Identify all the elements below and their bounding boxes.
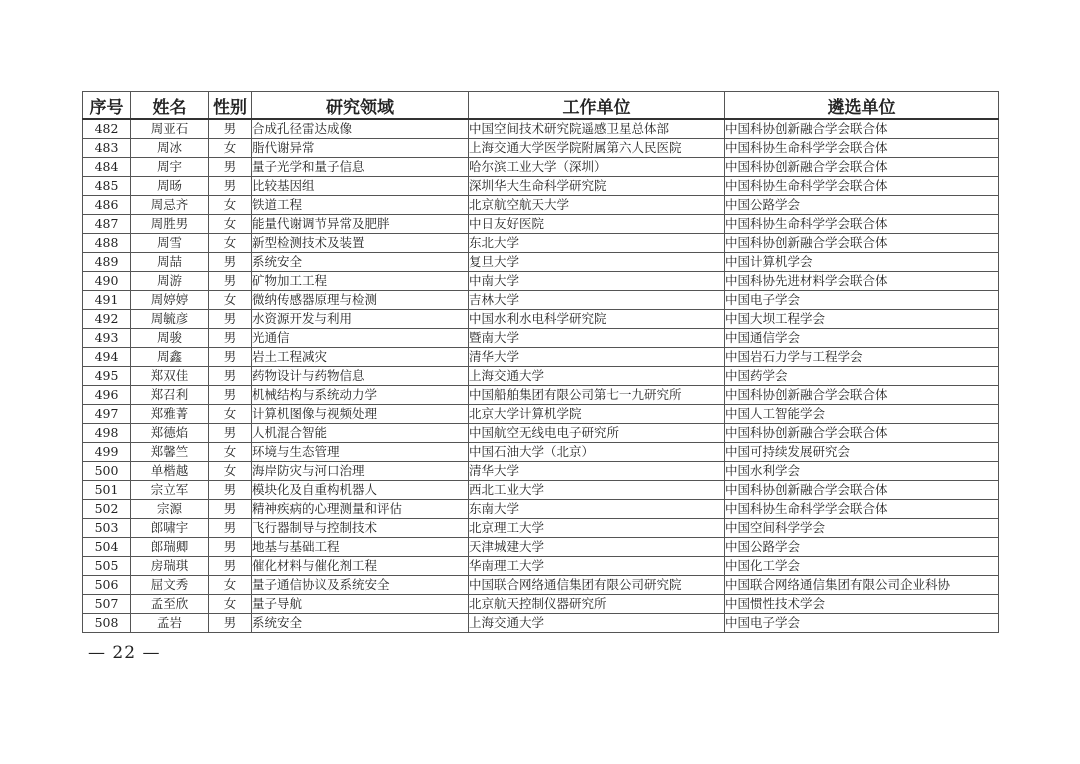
cell-gender: 男 (209, 119, 252, 139)
cell-serial-number: 496 (83, 386, 131, 405)
cell-gender: 男 (209, 557, 252, 576)
cell-work-unit: 哈尔滨工业大学（深圳） (469, 158, 725, 177)
page-number: — 22 — (88, 643, 161, 663)
cell-gender: 男 (209, 253, 252, 272)
cell-research-field: 系统安全 (252, 614, 469, 633)
table-row (83, 576, 999, 595)
cell-gender: 男 (209, 538, 252, 557)
cell-research-field: 环境与生态管理 (252, 443, 469, 462)
cell-work-unit: 上海交通大学医学院附属第六人民医院 (469, 139, 725, 158)
table-row (83, 386, 999, 405)
cell-selection-unit: 中国科协创新融合学会联合体 (725, 119, 999, 139)
cell-selection-unit: 中国可持续发展研究会 (725, 443, 999, 462)
header-gender: 性别 (209, 92, 252, 120)
cell-research-field: 催化材料与催化剂工程 (252, 557, 469, 576)
table-row (83, 310, 999, 329)
table-row (83, 234, 999, 253)
cell-research-field: 飞行器制导与控制技术 (252, 519, 469, 538)
cell-serial-number: 502 (83, 500, 131, 519)
cell-name: 宗源 (131, 500, 209, 519)
header-research-field: 研究领域 (252, 92, 469, 120)
cell-research-field: 水资源开发与利用 (252, 310, 469, 329)
cell-selection-unit: 中国科协生命科学学会联合体 (725, 500, 999, 519)
cell-research-field: 微纳传感器原理与检测 (252, 291, 469, 310)
cell-work-unit: 中日友好医院 (469, 215, 725, 234)
cell-name: 郎啸宇 (131, 519, 209, 538)
cell-research-field: 光通信 (252, 329, 469, 348)
table-row (83, 348, 999, 367)
cell-serial-number: 505 (83, 557, 131, 576)
table-header-row (83, 92, 999, 120)
cell-name: 周忌齐 (131, 196, 209, 215)
cell-gender: 男 (209, 367, 252, 386)
cell-work-unit: 北京大学计算机学院 (469, 405, 725, 424)
cell-gender: 男 (209, 348, 252, 367)
cell-selection-unit: 中国计算机学会 (725, 253, 999, 272)
cell-gender: 男 (209, 272, 252, 291)
table-row (83, 177, 999, 196)
cell-name: 单楷越 (131, 462, 209, 481)
cell-name: 郑馨竺 (131, 443, 209, 462)
cell-serial-number: 495 (83, 367, 131, 386)
cell-serial-number: 497 (83, 405, 131, 424)
table-body (83, 119, 999, 633)
cell-work-unit: 吉林大学 (469, 291, 725, 310)
cell-name: 周喆 (131, 253, 209, 272)
cell-work-unit: 华南理工大学 (469, 557, 725, 576)
cell-work-unit: 西北工业大学 (469, 481, 725, 500)
cell-gender: 女 (209, 215, 252, 234)
cell-research-field: 铁道工程 (252, 196, 469, 215)
cell-selection-unit: 中国药学会 (725, 367, 999, 386)
cell-serial-number: 486 (83, 196, 131, 215)
cell-gender: 男 (209, 481, 252, 500)
header-name: 姓名 (131, 92, 209, 120)
cell-research-field: 精神疾病的心理测量和评估 (252, 500, 469, 519)
cell-serial-number: 489 (83, 253, 131, 272)
cell-research-field: 量子通信协议及系统安全 (252, 576, 469, 595)
cell-name: 周亚石 (131, 119, 209, 139)
cell-serial-number: 485 (83, 177, 131, 196)
table-row (83, 196, 999, 215)
cell-serial-number: 484 (83, 158, 131, 177)
cell-serial-number: 498 (83, 424, 131, 443)
cell-research-field: 矿物加工工程 (252, 272, 469, 291)
table-row (83, 595, 999, 614)
cell-name: 周游 (131, 272, 209, 291)
table-row (83, 272, 999, 291)
table-row (83, 405, 999, 424)
table-row (83, 253, 999, 272)
cell-name: 屈文秀 (131, 576, 209, 595)
cell-selection-unit: 中国人工智能学会 (725, 405, 999, 424)
cell-serial-number: 490 (83, 272, 131, 291)
table-row (83, 329, 999, 348)
cell-name: 周冰 (131, 139, 209, 158)
cell-selection-unit: 中国科协创新融合学会联合体 (725, 158, 999, 177)
cell-name: 周婷婷 (131, 291, 209, 310)
cell-serial-number: 503 (83, 519, 131, 538)
cell-research-field: 合成孔径雷达成像 (252, 119, 469, 139)
cell-gender: 女 (209, 234, 252, 253)
cell-selection-unit: 中国水利学会 (725, 462, 999, 481)
table-row (83, 443, 999, 462)
cell-work-unit: 中国空间技术研究院遥感卫星总体部 (469, 119, 725, 139)
cell-work-unit: 深圳华大生命科学研究院 (469, 177, 725, 196)
cell-gender: 男 (209, 519, 252, 538)
cell-research-field: 量子光学和量子信息 (252, 158, 469, 177)
cell-work-unit: 暨南大学 (469, 329, 725, 348)
cell-selection-unit: 中国化工学会 (725, 557, 999, 576)
header-serial-number: 序号 (83, 92, 131, 120)
table-row (83, 614, 999, 633)
cell-name: 周胜男 (131, 215, 209, 234)
cell-work-unit: 北京航天控制仪器研究所 (469, 595, 725, 614)
table-row (83, 500, 999, 519)
header-selection-unit: 遴选单位 (725, 92, 999, 120)
cell-serial-number: 487 (83, 215, 131, 234)
cell-name: 郑召利 (131, 386, 209, 405)
cell-gender: 女 (209, 291, 252, 310)
cell-work-unit: 东北大学 (469, 234, 725, 253)
cell-selection-unit: 中国公路学会 (725, 538, 999, 557)
cell-research-field: 量子导航 (252, 595, 469, 614)
cell-gender: 男 (209, 177, 252, 196)
cell-name: 郑雅菁 (131, 405, 209, 424)
cell-serial-number: 508 (83, 614, 131, 633)
cell-selection-unit: 中国电子学会 (725, 291, 999, 310)
cell-name: 周鑫 (131, 348, 209, 367)
cell-serial-number: 482 (83, 119, 131, 139)
cell-research-field: 人机混合智能 (252, 424, 469, 443)
cell-gender: 男 (209, 158, 252, 177)
cell-research-field: 计算机图像与视频处理 (252, 405, 469, 424)
cell-gender: 男 (209, 424, 252, 443)
cell-work-unit: 上海交通大学 (469, 614, 725, 633)
cell-selection-unit: 中国科协生命科学学会联合体 (725, 177, 999, 196)
cell-work-unit: 北京航空航天大学 (469, 196, 725, 215)
cell-serial-number: 500 (83, 462, 131, 481)
cell-gender: 女 (209, 139, 252, 158)
cell-work-unit: 中国航空无线电电子研究所 (469, 424, 725, 443)
cell-selection-unit: 中国科协创新融合学会联合体 (725, 481, 999, 500)
cell-gender: 女 (209, 576, 252, 595)
table-row (83, 538, 999, 557)
cell-name: 郑双佳 (131, 367, 209, 386)
cell-serial-number: 483 (83, 139, 131, 158)
cell-gender: 男 (209, 500, 252, 519)
cell-serial-number: 492 (83, 310, 131, 329)
table-row (83, 557, 999, 576)
cell-selection-unit: 中国联合网络通信集团有限公司企业科协 (725, 576, 999, 595)
cell-name: 孟岩 (131, 614, 209, 633)
cell-selection-unit: 中国科协先进材料学会联合体 (725, 272, 999, 291)
cell-name: 房瑞琪 (131, 557, 209, 576)
cell-name: 周骏 (131, 329, 209, 348)
cell-gender: 女 (209, 443, 252, 462)
cell-gender: 男 (209, 614, 252, 633)
cell-serial-number: 501 (83, 481, 131, 500)
cell-selection-unit: 中国科协创新融合学会联合体 (725, 386, 999, 405)
cell-name: 周旸 (131, 177, 209, 196)
header-work-unit: 工作单位 (469, 92, 725, 120)
table-row (83, 139, 999, 158)
cell-gender: 男 (209, 310, 252, 329)
cell-name: 宗立军 (131, 481, 209, 500)
cell-selection-unit: 中国科协生命科学学会联合体 (725, 215, 999, 234)
cell-serial-number: 491 (83, 291, 131, 310)
table-row (83, 215, 999, 234)
cell-gender: 女 (209, 595, 252, 614)
cell-name: 周雪 (131, 234, 209, 253)
cell-name: 周毓彦 (131, 310, 209, 329)
cell-work-unit: 清华大学 (469, 462, 725, 481)
cell-name: 郑德焰 (131, 424, 209, 443)
cell-selection-unit: 中国大坝工程学会 (725, 310, 999, 329)
cell-selection-unit: 中国岩石力学与工程学会 (725, 348, 999, 367)
cell-research-field: 新型检测技术及装置 (252, 234, 469, 253)
cell-research-field: 地基与基础工程 (252, 538, 469, 557)
cell-serial-number: 504 (83, 538, 131, 557)
cell-work-unit: 北京理工大学 (469, 519, 725, 538)
cell-work-unit: 中国石油大学（北京） (469, 443, 725, 462)
cell-selection-unit: 中国科协生命科学学会联合体 (725, 139, 999, 158)
cell-selection-unit: 中国空间科学学会 (725, 519, 999, 538)
cell-selection-unit: 中国公路学会 (725, 196, 999, 215)
cell-gender: 男 (209, 329, 252, 348)
cell-selection-unit: 中国惯性技术学会 (725, 595, 999, 614)
cell-selection-unit: 中国电子学会 (725, 614, 999, 633)
cell-research-field: 海岸防灾与河口治理 (252, 462, 469, 481)
cell-serial-number: 494 (83, 348, 131, 367)
cell-research-field: 能量代谢调节异常及肥胖 (252, 215, 469, 234)
cell-research-field: 岩土工程减灾 (252, 348, 469, 367)
cell-work-unit: 上海交通大学 (469, 367, 725, 386)
cell-serial-number: 507 (83, 595, 131, 614)
cell-serial-number: 488 (83, 234, 131, 253)
cell-research-field: 模块化及自重构机器人 (252, 481, 469, 500)
cell-work-unit: 天津城建大学 (469, 538, 725, 557)
table-row (83, 481, 999, 500)
cell-selection-unit: 中国科协创新融合学会联合体 (725, 424, 999, 443)
cell-research-field: 比较基因组 (252, 177, 469, 196)
table-row (83, 119, 999, 139)
cell-selection-unit: 中国科协创新融合学会联合体 (725, 234, 999, 253)
cell-work-unit: 中国水利水电科学研究院 (469, 310, 725, 329)
cell-name: 郎瑞卿 (131, 538, 209, 557)
table-row (83, 424, 999, 443)
table-row (83, 367, 999, 386)
cell-name: 孟至欣 (131, 595, 209, 614)
cell-gender: 男 (209, 386, 252, 405)
table-row (83, 519, 999, 538)
table-row (83, 291, 999, 310)
cell-gender: 女 (209, 405, 252, 424)
cell-work-unit: 复旦大学 (469, 253, 725, 272)
cell-research-field: 系统安全 (252, 253, 469, 272)
cell-serial-number: 499 (83, 443, 131, 462)
cell-work-unit: 东南大学 (469, 500, 725, 519)
cell-selection-unit: 中国通信学会 (725, 329, 999, 348)
table-row (83, 158, 999, 177)
cell-research-field: 脂代谢异常 (252, 139, 469, 158)
cell-gender: 女 (209, 196, 252, 215)
cell-serial-number: 506 (83, 576, 131, 595)
candidate-table (82, 91, 999, 633)
cell-work-unit: 清华大学 (469, 348, 725, 367)
cell-work-unit: 中南大学 (469, 272, 725, 291)
cell-name: 周宇 (131, 158, 209, 177)
cell-work-unit: 中国联合网络通信集团有限公司研究院 (469, 576, 725, 595)
cell-research-field: 药物设计与药物信息 (252, 367, 469, 386)
cell-serial-number: 493 (83, 329, 131, 348)
cell-gender: 女 (209, 462, 252, 481)
cell-work-unit: 中国船舶集团有限公司第七一九研究所 (469, 386, 725, 405)
cell-research-field: 机械结构与系统动力学 (252, 386, 469, 405)
table-row (83, 462, 999, 481)
